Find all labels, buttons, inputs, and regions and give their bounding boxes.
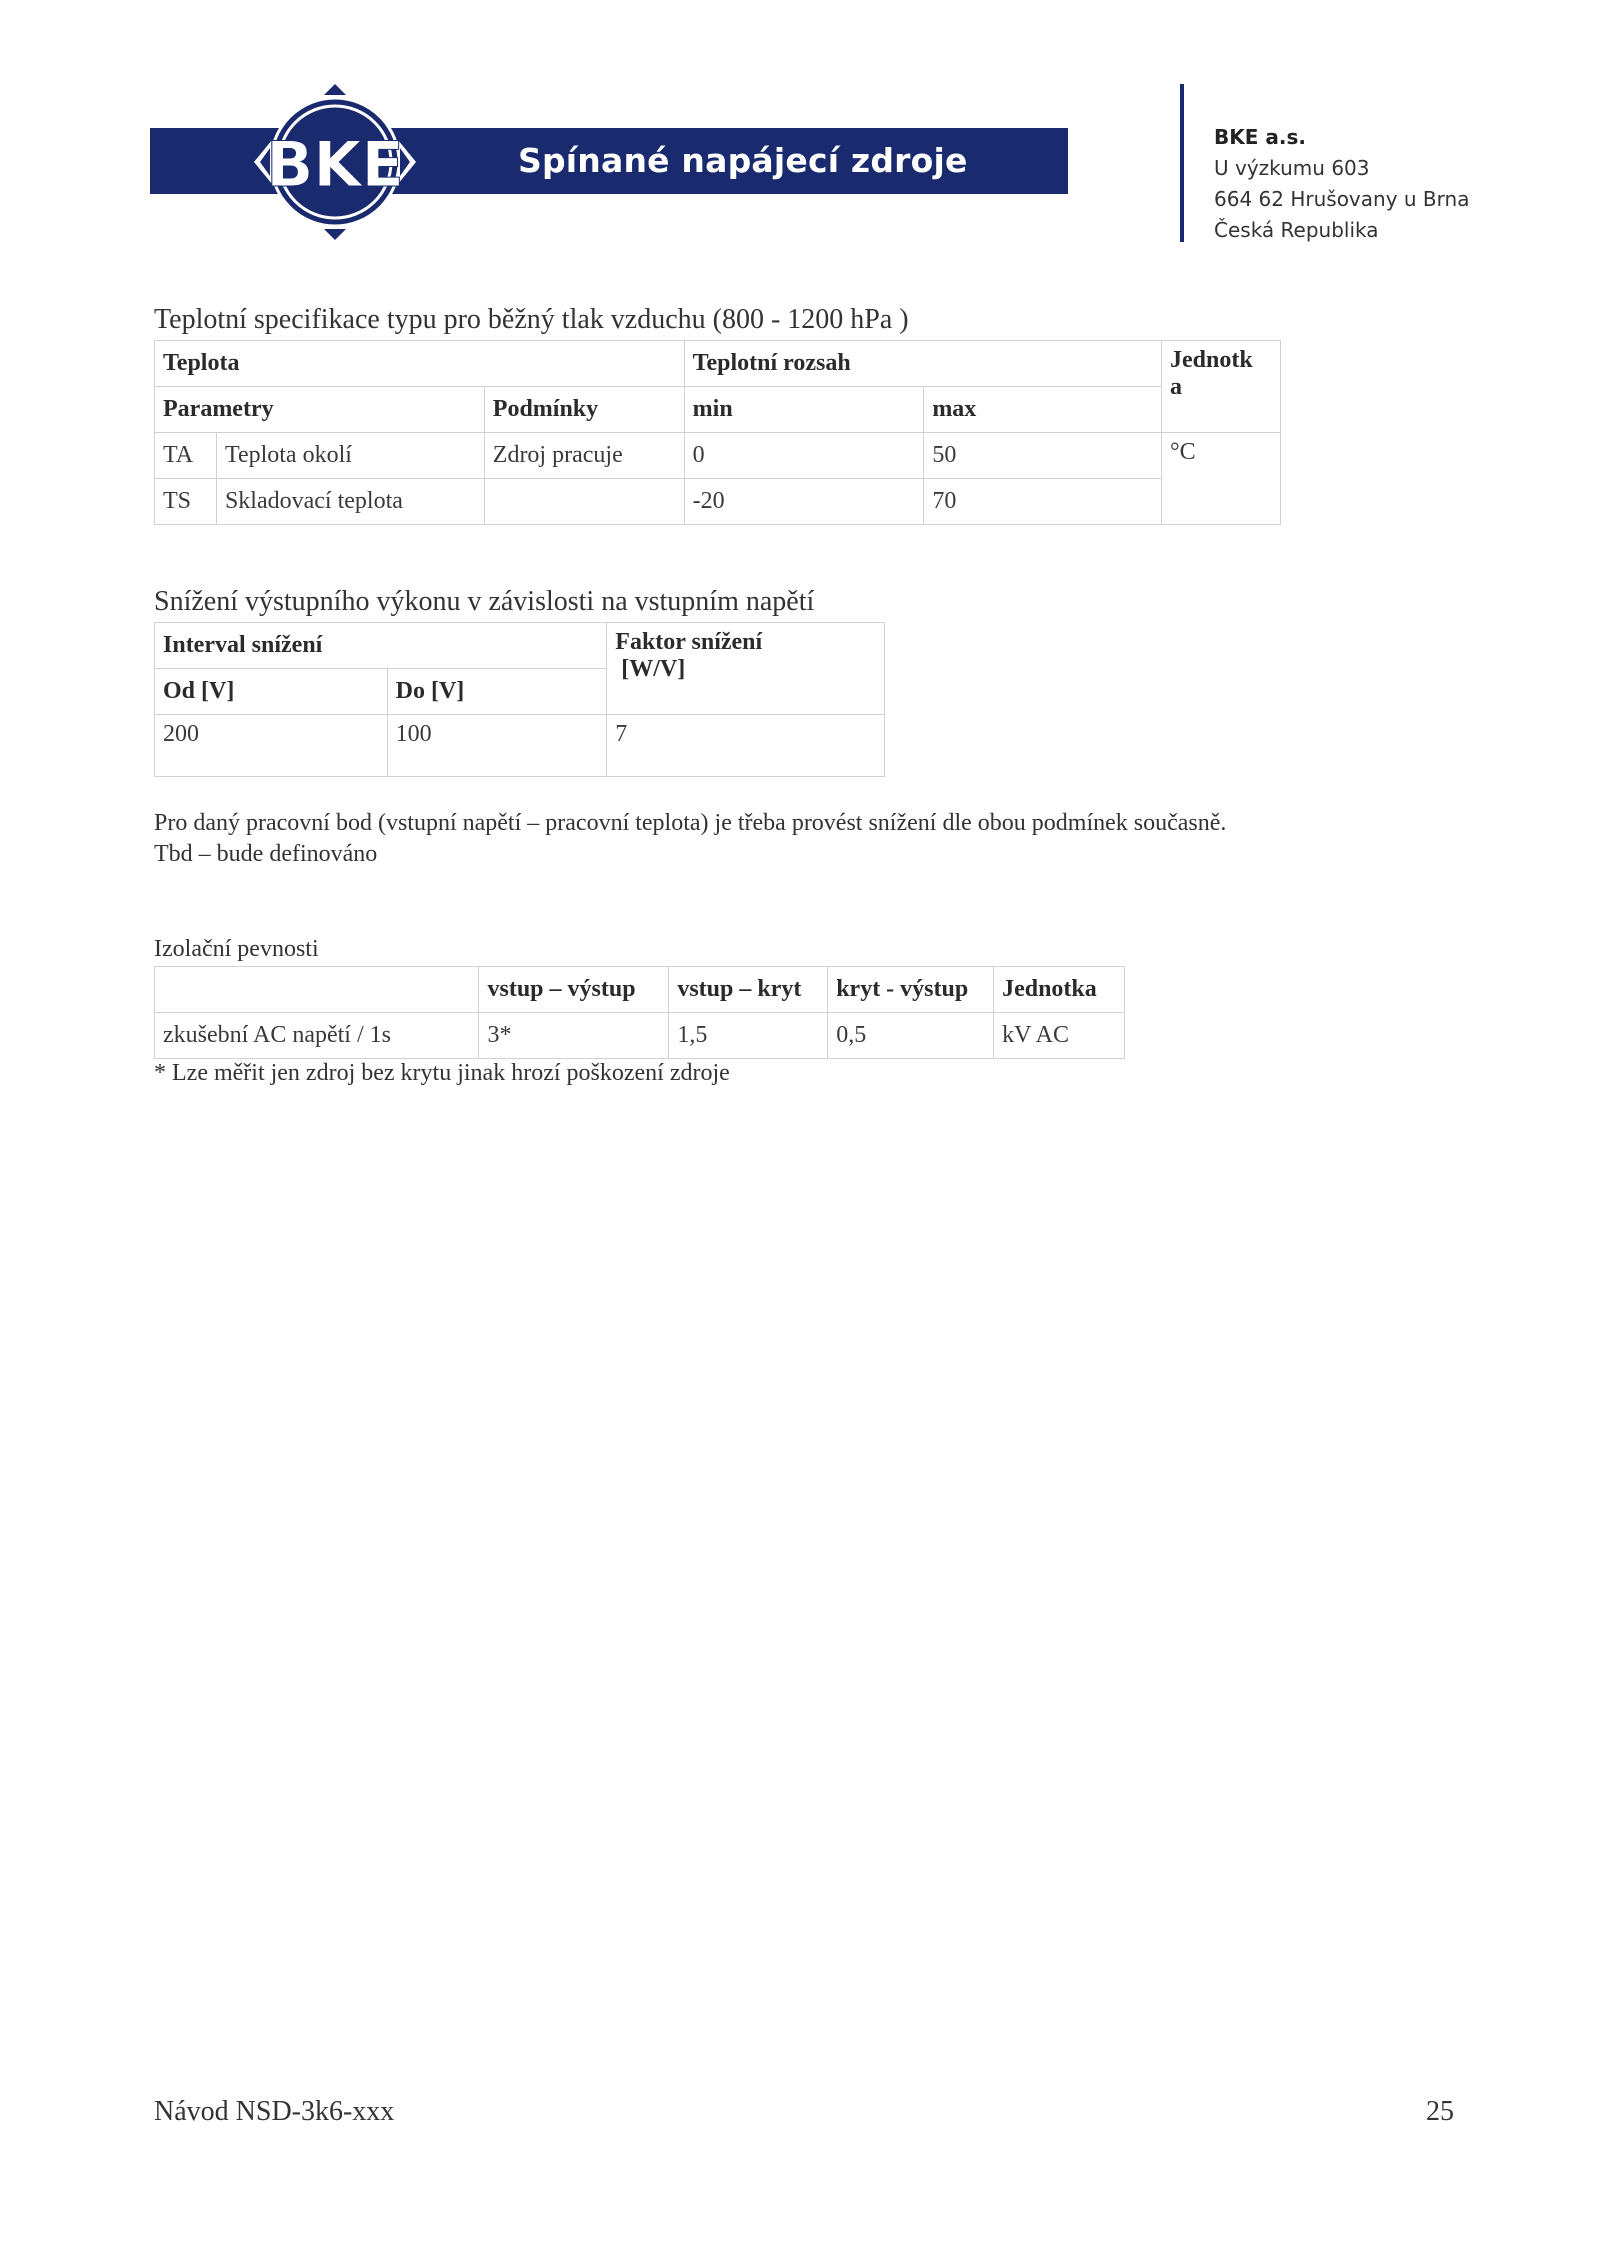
temp-spec-title: Teplotní specifikace typu pro běžný tlak vzduchu (800 - 1200 hPa ) [154, 304, 909, 335]
cell-do-value: 100 [395, 721, 432, 747]
note-line1: Pro daný pracovní bod (vstupní napětí – pracovní teplota) je třeba provést snížení dle obou podmínek současně. [154, 810, 1227, 836]
cell-max: 70 [924, 479, 1162, 525]
insulation-table [154, 966, 1125, 1059]
table-row [155, 715, 885, 777]
header-interval: Interval snížení [155, 623, 607, 669]
cell-vstup-kryt: 1,5 [669, 1013, 828, 1059]
cell-symbol: TS [155, 479, 217, 525]
header-divider [1180, 84, 1184, 242]
header-max: max [924, 387, 1162, 433]
company-name: BKE a.s. [1214, 125, 1306, 149]
insulation-title: Izolační pevnosti [154, 936, 319, 962]
header-podminky: Podmínky [484, 387, 684, 433]
cell-max: 50 [924, 433, 1162, 479]
header-parametry: Parametry [155, 387, 485, 433]
table-row [155, 433, 1281, 479]
header-jednotka-line1: Jednotk [1169, 347, 1253, 373]
table-row [155, 479, 1281, 525]
footer-document-name: Návod NSD-3k6-xxx [154, 2096, 395, 2127]
cell-vstup-vystup: 3* [479, 1013, 669, 1059]
derating-table [154, 622, 885, 777]
cell-test-voltage: zkušební AC napětí / 1s [155, 1013, 479, 1059]
header-jednotka: Jednotka [994, 967, 1125, 1013]
table-row [155, 1013, 1125, 1059]
cell-od-value: 200 [163, 721, 199, 747]
company-city: 664 62 Hrušovany u Brna [1214, 187, 1470, 211]
cell-od [155, 715, 388, 777]
cell-unit [1161, 433, 1280, 525]
insulation-footnote: * Lze měřit jen zdroj bez krytu jinak hrozí poškození zdroje [154, 1060, 730, 1086]
header-od: Od [V] [155, 669, 388, 715]
company-street: U výzkumu 603 [1214, 156, 1370, 180]
cell-condition: Zdroj pracuje [484, 433, 684, 479]
derating-title: Snížení výstupního výkonu v závislosti na vstupním napětí [154, 586, 815, 617]
cell-faktor-value: 7 [615, 721, 628, 747]
cell-do [387, 715, 607, 777]
cell-condition [484, 479, 684, 525]
company-address [1214, 122, 1469, 246]
cell-faktor [607, 715, 885, 777]
banner-title: Spínané napájecí zdroje [518, 141, 968, 180]
logo-text: BKE [266, 128, 404, 201]
bke-logo [246, 84, 424, 240]
header-do: Do [V] [387, 669, 607, 715]
cell-unit: kV AC [994, 1013, 1125, 1059]
header-teplotni-rozsah: Teplotní rozsah [684, 341, 1161, 387]
cell-kryt-vystup: 0,5 [828, 1013, 994, 1059]
cell-min: -20 [684, 479, 924, 525]
header-jednotka-line2: a [1169, 374, 1182, 400]
company-country: Česká Republika [1214, 218, 1379, 242]
header-kryt-vystup: kryt - výstup [828, 967, 994, 1013]
header-min: min [684, 387, 924, 433]
cell-name: Skladovací teplota [216, 479, 484, 525]
header-jednotka [1161, 341, 1280, 433]
note-line2: Tbd – bude definováno [154, 841, 378, 867]
footer-page-number: 25 [1426, 2096, 1454, 2127]
cell-min: 0 [684, 433, 924, 479]
cell-unit-value: °C [1169, 439, 1196, 465]
cell-name: Teplota okolí [216, 433, 484, 479]
header-empty [155, 967, 479, 1013]
temp-spec-table [154, 340, 1281, 525]
header-teplota: Teplota [155, 341, 685, 387]
header-vstup-kryt: vstup – kryt [669, 967, 828, 1013]
header-faktor-line1: Faktor snížení [615, 629, 763, 655]
header-vstup-vystup: vstup – výstup [479, 967, 669, 1013]
cell-symbol: TA [155, 433, 217, 479]
header-faktor [607, 623, 885, 715]
header-faktor-line2: [W/V] [621, 656, 686, 682]
